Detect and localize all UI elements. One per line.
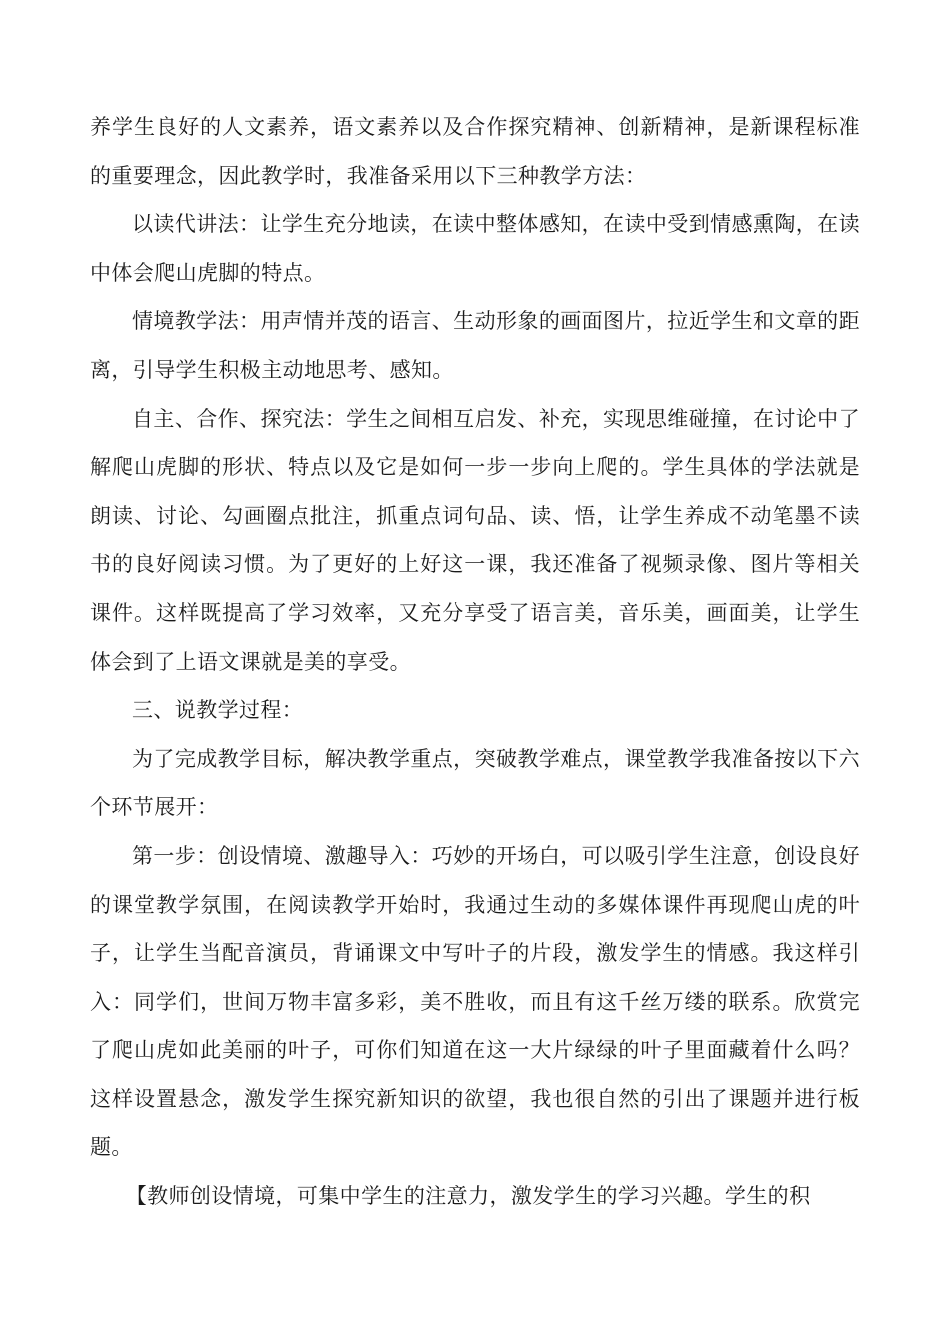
paragraph-method-intro: 养学生良好的人文素养，语文素养以及合作探究精神、创新精神，是新课程标准的重要理念，因此教学时，我准备采用以下三种教学方法：: [90, 115, 860, 188]
paragraph-step-one: 第一步：创设情境、激趣导入：巧妙的开场白，可以吸引学生注意，创设良好的课堂教学氛围，在阅读教学开始时，我通过生动的多媒体课件再现爬山虎的叶子，让学生当配音演员，背诵课文中写叶子的片段，激发学生的情感。我这样引入：同学们，世间万物丰富多彩，美不胜收，而且有这千丝万缕的联系。欣赏完了爬山虎如此美丽的叶子，可你们知道在这一大片绿绿的叶子里面藏着什么吗？这样设置悬念，激发学生探究新知识的欲望，我也很自然的引出了课题并进行板题。: [90, 843, 860, 1160]
paragraph-process-intro: 为了完成教学目标，解决教学重点，突破教学难点，课堂教学我准备按以下六个环节展开：: [90, 746, 860, 820]
paragraph-inquiry-method: 自主、合作、探究法：学生之间相互启发、补充，实现思维碰撞，在讨论中了解爬山虎脚的形状、特点以及它是如何一步一步向上爬的。学生具体的学法就是朗读、讨论、勾画圈点批注，抓重点词句品、读、悟，让学生养成不动笔墨不读书的良好阅读习惯。为了更好的上好这一课，我还准备了视频录像、图片等相关课件。这样既提高了学习效率，又充分享受了语言美，音乐美，画面美，让学生体会到了上语文课就是美的享受。: [90, 406, 860, 674]
document-body: [90, 103, 860, 1221]
paragraph-teacher-note: 【教师创设情境，可集中学生的注意力，激发学生的学习兴趣。学生的积: [125, 1184, 811, 1209]
paragraph-situational-method: 情境教学法：用声情并茂的语言、生动形象的画面图片，拉近学生和文章的距离，引导学生积极主动地思考、感知。: [90, 309, 860, 382]
section-heading-teaching-process: 三、说教学过程：: [132, 698, 304, 723]
paragraph-reading-method: 以读代讲法：让学生充分地读，在读中整体感知，在读中受到情感熏陶，在读中体会爬山虎脚的特点。: [90, 212, 860, 285]
